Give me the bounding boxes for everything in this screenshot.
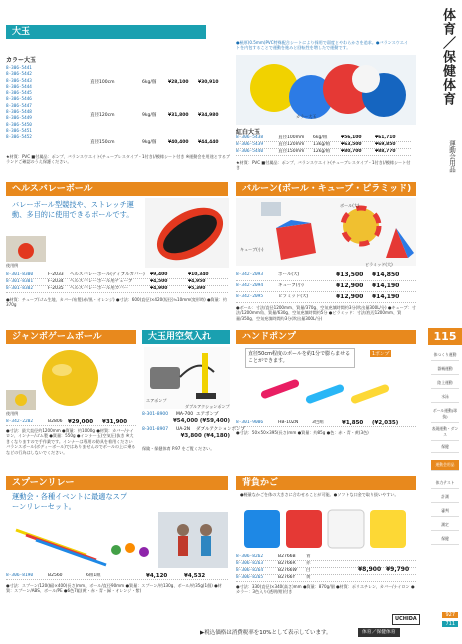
spoon-relay-photo xyxy=(6,520,156,570)
section-header-big-ball: 大玉 xyxy=(6,25,206,39)
basket-photo xyxy=(240,504,416,552)
price-row: 8-301-9006 HB-10ZN 3色組 ¥1,850 (¥2,035) xyxy=(236,420,416,427)
price-row: 8-342-2202 B2806 ¥29,000 ¥31,900 xyxy=(6,419,136,426)
side-subtitle: 運動会用品 xyxy=(448,140,456,173)
price-row: 8-306-8264 B2766W 白 xyxy=(236,568,416,575)
big-ball-photo xyxy=(236,55,416,125)
side-tab[interactable]: 器械運動 xyxy=(431,364,459,375)
side-tab[interactable]: ボール運動(球技) xyxy=(431,406,459,423)
catalog-number: 8-306-5447 xyxy=(6,103,32,109)
basket-note: ●寸法：330(直径)×340(高さ)mm ●質量：870g/個 ●材質：ポリエチレン、カバー/ナイロン ●カラー：3色入り(透明/紺)付き xyxy=(236,584,415,595)
price-row: 8-306-5438 直径100mm 6kg/組 ¥56,100 ¥61,710 xyxy=(236,135,411,142)
page-number: 115 xyxy=(428,328,462,345)
catalog-number: 8-306-5444 xyxy=(6,84,32,90)
catalog-number: 8-306-5449 xyxy=(6,116,32,122)
health-volleyball-copy: バレーボール型競技や、ストレッチ運動、多目的に使用できるボールです。 xyxy=(12,200,134,219)
price-row: 8-301-8301 F-2034 ヘルスバレーボール用チューブ ¥4,500 ¥4,950 xyxy=(6,279,228,286)
brand-logo: UCHIDA xyxy=(392,614,420,625)
health-volleyball-note: ●材質：チューブ/ゴム生地、カバー/布製(赤/黒・オレンジ) ●寸法：600(直径)×420(短径)≒10mm(変形時) ●質量：約370g xyxy=(6,297,227,308)
jumbo-ball-caption: 使用例 xyxy=(6,411,19,416)
basket-price-tax: ¥9,790 xyxy=(386,566,410,573)
price-row: 8-301-8907 UA-2N ダブルアクションポンプ xyxy=(142,426,246,432)
price-row: 8-306-8263 B2766R 赤 xyxy=(236,561,416,568)
side-tab[interactable]: 体つくり運動 xyxy=(431,350,459,361)
health-volleyball-photo xyxy=(145,198,229,268)
air-pump-table xyxy=(142,412,246,439)
spoon-relay-note: ●寸法：スプーン/120(幅)×400(長さ)mm、ボール/直径90mm ●質量：スプーン/約130g、ボール/約35g(1個) ●材質：スプーン/ABS、ボール/PE ●6色7組(黄・赤・青・緑・オレンジ・紫) xyxy=(6,583,222,594)
tax-note: ▶税込価格は消費税率を10%として表示しています。 xyxy=(200,630,332,636)
side-index xyxy=(426,0,462,644)
red-white-ball-table xyxy=(236,135,411,156)
side-tab[interactable]: 体力テスト xyxy=(431,478,459,489)
basket-price: ¥8,900 xyxy=(358,566,382,573)
balloon-label-cube: キューブ(小) xyxy=(240,247,264,252)
catalog-number: 8-306-5451 xyxy=(6,128,32,134)
price-row: 8-306-8265 B2766Y 黄 xyxy=(236,575,416,582)
balloon-label-ball: ボール(大) xyxy=(340,203,360,208)
price-row: 8-306-5440 直径150mm 12kg/組 ¥80,700 ¥88,770 xyxy=(236,149,411,156)
price-row: 8-306-5439 直径120mm 13kg/組 ¥63,500 ¥69,850 xyxy=(236,142,411,149)
price-row: 8-342-2094 キューブ(小) ¥12,900 ¥14,190 xyxy=(236,281,416,292)
section-header-basket: 背負かご xyxy=(236,476,416,490)
price-row: ¥54,000 (¥59,400) xyxy=(172,418,230,425)
bottom-page-number: 927 xyxy=(442,612,458,618)
spec-row: 直径100cm 6kg/個 ¥28,100 ¥30,910 xyxy=(90,80,219,85)
price-row: 8-301-8302 F-2035 ヘルスバレーボール用カバー ¥4,900 ¥5,390 xyxy=(6,286,228,293)
air-pump-note: 保険・保健体育 P.97 をご覧ください。 xyxy=(142,446,215,451)
catalog-number: 8-306-5448 xyxy=(6,110,32,116)
catalog-number: 8-306-5443 xyxy=(6,78,32,84)
catalog-number: 8-306-5452 xyxy=(6,135,32,141)
hand-pump-note: ●寸法：50×50×395(長さ)mm ●質量：約85g ●色：赤・青・黄(3色) xyxy=(236,430,369,435)
basket-feature: ●軽量なかごを体の大きさに合わせることが可能。●ソフトな口金で取り扱いやすい。 xyxy=(240,492,399,497)
bottom-page-number: 711 xyxy=(442,621,458,627)
catalog-number: 8-306-5442 xyxy=(6,72,32,78)
balloon-table xyxy=(236,270,416,303)
spoon-relay-copy: 運動会・各種イベントに最適なスプーンリレーセット。 xyxy=(12,492,128,511)
double-action-pump-label: ダブルアクションポンプ xyxy=(185,404,230,409)
section-header-balloon: バルーン(ボール・キューブ・ピラミッド) xyxy=(236,182,416,196)
side-tab[interactable]: 測定 xyxy=(431,520,459,531)
big-ball-photo-caption: カラー大玉 xyxy=(296,114,317,119)
red-white-ball-label: 紅白大玉 xyxy=(236,129,261,136)
catalog-number: 8-306-5450 xyxy=(6,122,32,128)
balloon-note: ●ボール：寸法/直径1200mm、質量/370g、空気充填時間約3分(吹出量300L/分) ●キューブ：寸法/1200mm角、質量/630g、空気充填時間約5分 ●ピラミッド：寸法/底辺1200mm、質量/350g、空気充填時間約3分(吹出量300L/分) xyxy=(236,305,416,321)
big-ball-notes: ★材質：PVC ■付属品：ポンプ、バランスウエイト(チューブレスタイプ・1付き)/模様シート付き ※運動会を用途とするブランドご確認のうえ保護ください。 xyxy=(6,154,231,165)
catalog-number: 8-306-5445 xyxy=(6,91,32,97)
catalog-number: 8-306-5441 xyxy=(6,66,32,71)
catalog-number: 8-306-5446 xyxy=(6,97,32,103)
section-header-jumbo-ball: ジャンボゲームボール xyxy=(6,330,136,344)
price-row: 8-306-8262 B2766B 青 xyxy=(236,554,416,561)
jumbo-ball-usage-photo xyxy=(6,390,36,410)
health-volleyball-table xyxy=(6,272,228,293)
side-tab[interactable]: 保健 xyxy=(431,534,459,545)
hand-pump-copy: 直径50cm程度のボールを約1分で膨らませることができます。 xyxy=(245,348,355,368)
section-header-health-volleyball: ヘルスバレーボール xyxy=(6,182,228,196)
section-header-hand-pump: ハンドポンプ xyxy=(236,330,416,344)
section-header-air-pump: 大玉用空気入れ xyxy=(142,330,230,344)
jumbo-ball-photo xyxy=(30,348,110,408)
price-row: 8-301-8900 MA-700 エアポンプ xyxy=(142,412,219,417)
hand-pump-tag: 1ポンプ xyxy=(372,352,390,357)
side-tab[interactable]: 審判 xyxy=(431,506,459,517)
price-row: 8-301-8300 F-2033 ヘルスバレーボール(ディブルカバー) ¥9,400 ¥10,340 xyxy=(6,272,228,279)
spoon-relay-usage-photo xyxy=(158,512,228,568)
side-tab[interactable]: 水泳 xyxy=(431,392,459,403)
footer-section-label: 体育／保健体育 xyxy=(358,628,400,637)
spoon-relay-table xyxy=(6,573,228,580)
side-tab[interactable]: 計測 xyxy=(431,492,459,503)
air-pump-label: エアポンプ xyxy=(146,398,167,403)
spec-row: 直径120cm 9kg/個 ¥31,800 ¥34,980 xyxy=(90,113,219,118)
price-row: 8-306-8190 B2560 6組1組 ¥4,120 ¥4,532 xyxy=(6,573,228,580)
jumbo-ball-note: ●寸法：最大直径約1200mm ●質量：約1000g ●材質：カバー/ナイロン、インナー/ゴム製 ●質量：550g ●インナー玉(空気圧)抜き ※大きくなりますので手作業です。インナーは専用の防具を着用くださいバランスボール(ボディーボール)ではありませんのでボールの上に乗るなどの行為はしないでください。 xyxy=(6,428,136,455)
price-row: 8-342-2093 ボール(大) ¥13,500 ¥14,850 xyxy=(236,270,416,281)
price-row: 8-342-2095 ピラミッド(大) ¥12,900 ¥14,190 xyxy=(236,292,416,303)
jumbo-ball-table xyxy=(6,419,136,426)
big-ball-catalog-list xyxy=(6,66,50,142)
hand-pump-photo xyxy=(250,370,410,418)
big-ball-feature: ●極厚(0.5mm)PVC特殊配合シートにより採用で弱度とやわらかさを追求。●バランスウエイトを内包することで運動を進みと回転性を増したで運動です。 xyxy=(236,40,409,51)
health-volleyball-usage-photo xyxy=(6,236,46,262)
side-tab-active[interactable]: 運動会用品 xyxy=(431,460,459,471)
price-row: ¥3,800 (¥4,180) xyxy=(180,432,230,439)
balloon-label-pyramid: ピラミッド(大) xyxy=(365,262,393,267)
side-tab[interactable]: 陸上運動 xyxy=(431,378,459,389)
balloon-photo xyxy=(236,198,416,266)
hand-pump-table xyxy=(236,420,416,427)
health-volleyball-caption: 使用例 xyxy=(6,263,19,268)
spec-row: 直径150cm 9kg/個 ¥40,400 ¥44,440 xyxy=(90,140,219,145)
section-header-spoon-relay: スプーンリレー xyxy=(6,476,228,490)
side-tab[interactable]: 保健 xyxy=(431,442,459,453)
side-tab[interactable]: 表現運動・ダンス xyxy=(431,424,459,441)
side-title: 体育／保健体育 xyxy=(440,8,455,106)
big-ball-sublabel: カラー大玉 xyxy=(6,57,37,64)
red-white-ball-note: ★材質：PVC ■付属品：ポンプ、バランスウエイト(チューブレスタイプ・1付き)/模様シート付き xyxy=(236,160,411,171)
